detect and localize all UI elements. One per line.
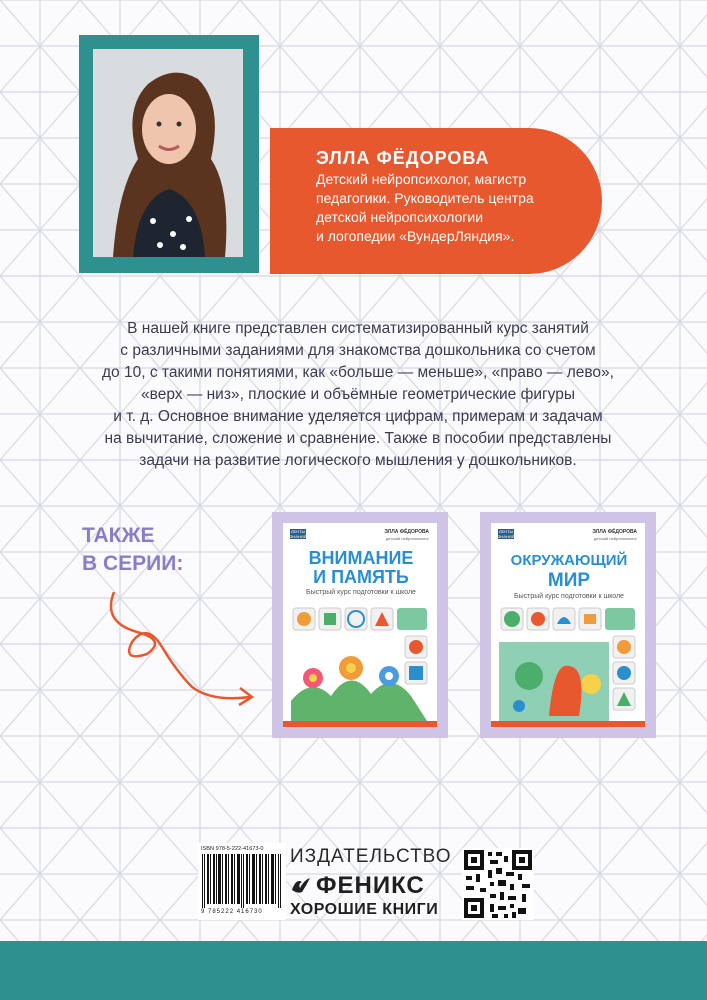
description-line: и т. д. Основное внимание уделяется цифрам, примерам и задачам — [113, 408, 603, 425]
isbn-text: ISBN 978-5-222-41673-0 — [201, 846, 264, 852]
series-book-cover[interactable] — [272, 512, 448, 738]
book-title — [291, 549, 431, 587]
barcode-number: 9 785222 416730 — [201, 909, 263, 915]
book-author-subtitle: детский нейропсихолог — [593, 536, 637, 541]
book-cover-inner — [283, 523, 437, 727]
description-line: В нашей книге представлен систематизированный курс занятий — [127, 320, 589, 337]
author-bio — [316, 170, 596, 246]
series-label-line: В СЕРИИ: — [82, 552, 184, 575]
book-cover-strip — [491, 721, 645, 727]
book-author: ЭЛЛА ФЁДОРОВА — [384, 529, 429, 535]
book-subtitle: Быстрый курс подготовки к школе — [514, 593, 624, 600]
description-line: с различными заданиями для знакомства дошкольника со счетом — [120, 342, 596, 359]
book-title — [499, 551, 639, 591]
description-line: задачи на развитие логического мышления у дошкольников. — [139, 452, 577, 469]
book-cover-inner — [491, 523, 645, 727]
book-title-line: МИР — [547, 570, 591, 591]
series-label-line: ТАКЖЕ — [82, 524, 155, 547]
bottom-teal-band — [0, 941, 707, 1000]
author-bio-line: детской нейропсихологии — [316, 209, 484, 225]
author-name: ЭЛЛА ФЁДОРОВА — [316, 148, 490, 168]
author-bio-line: педагогики. Руководитель центра — [316, 190, 534, 206]
book-cover-illustration — [291, 606, 429, 724]
book-title-line: ОКРУЖАЮЩИЙ — [510, 552, 628, 569]
book-author-subtitle: детский нейропсихолог — [385, 536, 429, 541]
author-bio-line: Детский нейропсихолог, магистр — [316, 171, 527, 187]
book-description — [80, 318, 636, 472]
phoenix-logo-icon — [290, 874, 312, 896]
barcode-bars — [200, 854, 284, 908]
description-line: до 10, с такими понятиями, как «больше — меньше», «право — лево», — [102, 364, 614, 381]
publisher-slogan: ХОРОШИЕ КНИГИ — [290, 901, 439, 918]
book-cover-illustration — [499, 606, 637, 724]
publisher-line: ИЗДАТЕЛЬСТВО — [290, 846, 452, 867]
author-photo-frame — [79, 35, 259, 273]
qr-code-icon[interactable] — [462, 848, 534, 920]
book-title-line: ВНИМАНИЕ — [308, 548, 414, 568]
publisher-name-row — [290, 872, 425, 900]
curved-arrow-icon — [92, 592, 262, 722]
description-line: «верх — низ», плоские и объёмные геометрические фигуры — [141, 386, 575, 403]
book-subtitle: Быстрый курс подготовки к школе — [306, 589, 416, 596]
book-series-tag: ЛЕНТЫ ЗНАНИЙ — [290, 529, 307, 539]
series-book-cover[interactable] — [480, 512, 656, 738]
author-photo — [93, 49, 243, 257]
series-label — [82, 522, 183, 578]
barcode — [198, 843, 286, 920]
book-author: ЭЛЛА ФЁДОРОВА — [592, 529, 637, 535]
publisher-name: ФЕНИКС — [316, 872, 425, 899]
description-line: на вычитание, сложение и сравнение. Также в пособии представлены — [104, 430, 612, 447]
book-series-tag: ЛЕНТЫ ЗНАНИЙ — [498, 529, 515, 539]
book-title-line: И ПАМЯТЬ — [313, 567, 409, 587]
author-bio-line: и логопедии «ВундерЛяндия». — [316, 228, 515, 244]
book-cover-strip — [283, 721, 437, 727]
